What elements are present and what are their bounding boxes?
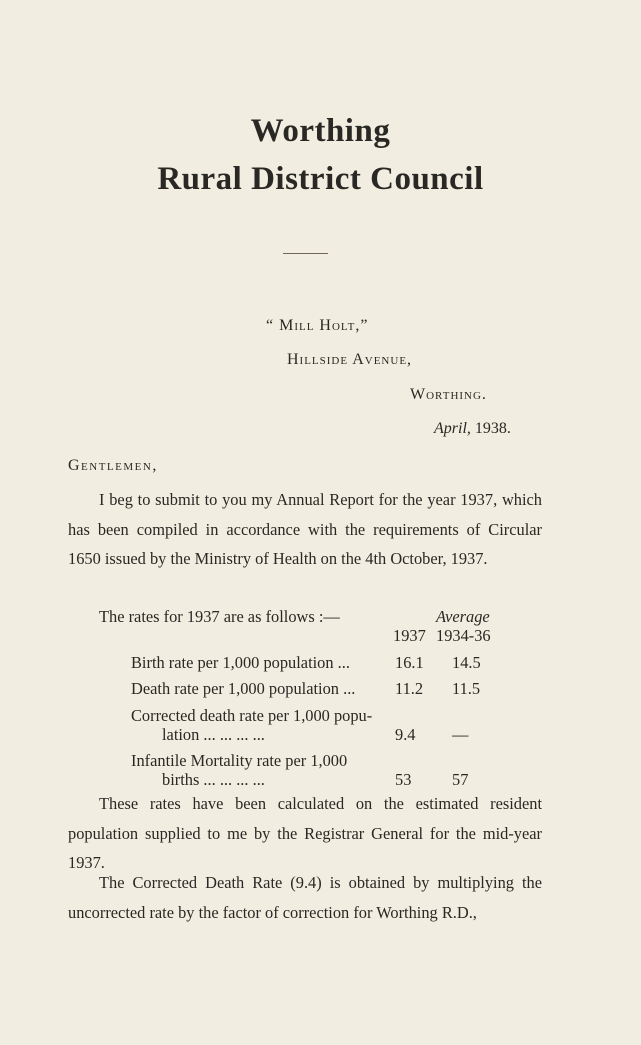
date-year: 1938. — [474, 420, 511, 437]
rate-row-label: Death rate per 1,000 population ... — [131, 679, 356, 698]
rate-value-average: 57 — [452, 770, 469, 789]
divider-rule — [283, 253, 328, 254]
rate-value-average: 11.5 — [452, 679, 481, 698]
report-date — [434, 420, 511, 438]
paragraph-calculation-text: These rates have been calculated on the estimated resident population supplied to me by the Registrar General for the mid-year 1937. — [68, 794, 542, 872]
rate-value-1937: 9.4 — [395, 725, 416, 744]
rate-row-label-continued: lation ... ... ... ... — [162, 725, 265, 744]
rates-intro: The rates for 1937 are as follows :— — [99, 607, 340, 626]
rate-row-label: Infantile Mortality rate per 1,000 — [131, 751, 348, 770]
title-line-1: Worthing — [250, 113, 391, 149]
column-header-range: 1934-36 — [436, 626, 491, 645]
rate-value-1937: 11.2 — [395, 679, 424, 698]
column-header-year: 1937 — [393, 626, 426, 645]
paragraph-correction-text: The Corrected Death Rate (9.4) is obtained by multiplying the uncorrected rate by the factor of correction for Worthing R.D., — [68, 873, 542, 922]
address-line-2: Hillside Avenue, — [287, 351, 413, 368]
paragraph-calculation — [68, 789, 542, 878]
paragraph-intro — [68, 485, 542, 574]
title-line-2: Rural District Council — [157, 161, 484, 197]
address-line-1: “ Mill Holt,” — [266, 317, 369, 334]
rate-value-1937: 53 — [395, 770, 412, 789]
paragraph-intro-text: I beg to submit to you my Annual Report for the year 1937, which has been compiled in accordance with the requirements of Circular 1650 issued by the Ministry of Health on the 4th October, 1937. — [68, 490, 542, 568]
column-header-average: Average — [436, 607, 490, 626]
rate-value-1937: 16.1 — [395, 653, 424, 672]
rate-row-label: Birth rate per 1,000 population ... — [131, 653, 350, 672]
address-line-3: Worthing. — [410, 386, 487, 403]
paragraph-correction — [68, 868, 542, 927]
salutation: Gentlemen, — [68, 457, 158, 474]
rate-row-label-continued: births ... ... ... ... — [162, 770, 265, 789]
rate-row-label: Corrected death rate per 1,000 popu- — [131, 706, 373, 725]
rate-value-average: — — [452, 725, 469, 744]
rate-value-average: 14.5 — [452, 653, 481, 672]
date-month: April, — [434, 420, 471, 437]
